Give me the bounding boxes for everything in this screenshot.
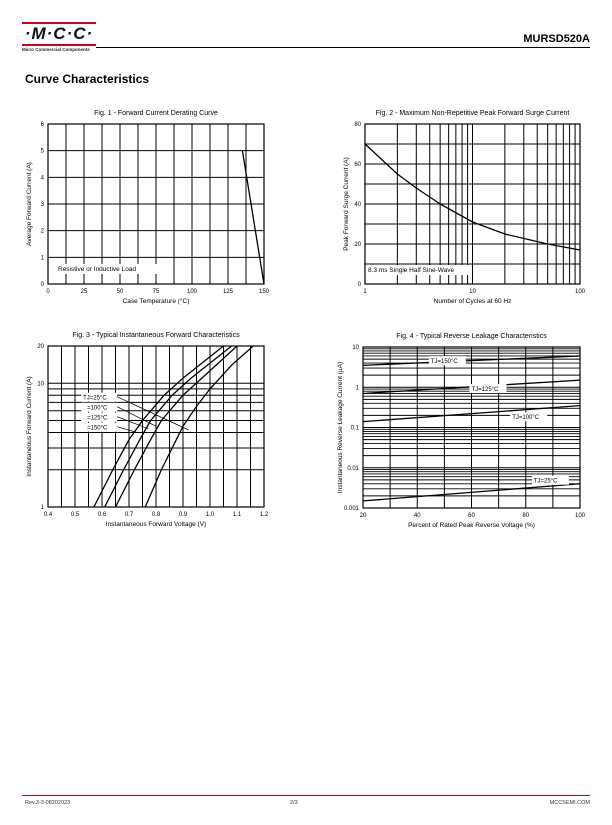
annotation-text: Resistive or Inductive Load — [58, 266, 137, 273]
y-tick-label: 1 — [40, 505, 44, 511]
footer-revision: Rev.3-3-08202023 — [25, 800, 71, 806]
y-tick-label: 10 — [37, 381, 44, 388]
y-tick-label: 0.1 — [350, 425, 359, 432]
y-tick-label: 20 — [354, 242, 361, 248]
y-tick-label: 6 — [40, 122, 44, 128]
x-tick-label: 60 — [468, 513, 475, 519]
x-tick-label: 150 — [258, 289, 270, 295]
chart-title: Fig. 4 - Typical Reverse Leakage Characteristics — [396, 333, 547, 340]
y-tick-label: 3 — [40, 202, 44, 208]
x-tick-label: 0.8 — [151, 512, 161, 518]
x-axis-label: Instantaneous Forward Voltage (V) — [105, 521, 207, 528]
y-tick-label: 60 — [354, 162, 361, 168]
x-tick-label: 20 — [359, 513, 367, 519]
y-tick-label: 1 — [355, 385, 359, 392]
y-tick-label: 10 — [352, 345, 359, 351]
footer-page: 2/3 — [290, 800, 298, 806]
footer-website: MCCSEMI.COM — [549, 800, 590, 806]
x-tick-label: 125 — [222, 289, 234, 295]
x-tick-label: 0 — [46, 289, 50, 295]
x-tick-label: 40 — [413, 513, 421, 519]
series-label: =125°C — [87, 415, 108, 422]
y-tick-label: 5 — [40, 148, 44, 155]
x-tick-label: 0.4 — [43, 512, 53, 518]
y-tick-label: 80 — [354, 122, 361, 128]
y-tick-label: 0.01 — [347, 465, 359, 472]
y-tick-label: 1 — [40, 255, 44, 262]
series-label: =150°C — [87, 425, 108, 432]
y-axis-label: Peak Forward Surge Current (A) — [343, 157, 350, 251]
footer-rule — [22, 795, 590, 796]
series-label: TJ=25°C — [83, 395, 107, 402]
x-tick-label: 100 — [574, 289, 586, 295]
series-label: TJ=100°C — [512, 415, 540, 422]
logo-subtitle: Micro Commercial Components — [22, 47, 90, 52]
x-tick-label: 50 — [116, 289, 124, 295]
series-label: TJ=125°C — [471, 387, 499, 394]
y-tick-label: 40 — [354, 202, 361, 208]
chart-title: Fig. 1 - Forward Current Derating Curve — [94, 110, 218, 117]
x-tick-label: 80 — [522, 513, 530, 519]
series-line — [116, 346, 238, 507]
x-tick-label: 75 — [152, 289, 160, 295]
section-title: Curve Characteristics — [25, 72, 150, 86]
y-tick-label: 0.001 — [343, 506, 359, 512]
chart-fig-1 — [26, 110, 270, 305]
x-tick-label: 1 — [363, 289, 367, 295]
logo-mark: ·M·C·C· — [24, 24, 94, 43]
x-tick-label: 100 — [186, 289, 198, 295]
part-number: MURSD520A — [523, 33, 590, 45]
series-label: =100°C — [87, 405, 108, 412]
x-tick-label: 25 — [80, 289, 88, 295]
leader-line — [117, 407, 156, 426]
y-axis-label: Average Forward Current (A) — [26, 162, 33, 246]
series-label: TJ=25°C — [533, 478, 558, 485]
chart-fig-3 — [26, 332, 269, 528]
x-tick-label: 1.2 — [259, 512, 269, 518]
x-tick-label: 0.6 — [97, 512, 107, 518]
leader-line — [117, 427, 137, 433]
y-tick-label: 0 — [357, 282, 361, 288]
x-tick-label: 100 — [574, 513, 586, 519]
series-label: TJ=150°C — [430, 359, 458, 366]
y-axis-label: Instantaneous Forward Current (A) — [26, 376, 33, 477]
y-tick-label: 20 — [37, 344, 44, 350]
chart-title: Fig. 2 - Maximum Non-Repetitive Peak Forward Surge Current — [375, 110, 570, 117]
y-tick-label: 4 — [40, 175, 44, 182]
x-tick-label: 1.0 — [205, 512, 215, 518]
annotation-text: 8.3 ms Single Half Sine-Wave — [368, 267, 455, 274]
x-axis-label: Case Temperature (°C) — [122, 298, 190, 305]
chart-fig-2 — [343, 110, 586, 305]
x-tick-label: 0.7 — [124, 512, 134, 518]
chart-title: Fig. 3 - Typical Instantaneous Forward Characteristics — [72, 332, 240, 339]
chart-fig-4 — [337, 333, 586, 529]
x-axis-label: Percent of Rated Peak Reverse Voltage (%) — [408, 522, 535, 529]
x-tick-label: 0.5 — [70, 512, 80, 518]
y-axis-label: Instantaneous Reverse Leakage Current (µA) — [337, 361, 344, 494]
x-axis-label: Number of Cycles at 60 Hz — [433, 298, 512, 305]
x-tick-label: 1.1 — [232, 512, 242, 518]
leader-line — [117, 417, 148, 429]
x-tick-label: 0.9 — [178, 512, 188, 518]
y-tick-label: 0 — [40, 282, 44, 288]
series-line — [105, 346, 232, 507]
y-tick-label: 2 — [40, 228, 44, 235]
x-tick-label: 10 — [469, 289, 476, 295]
